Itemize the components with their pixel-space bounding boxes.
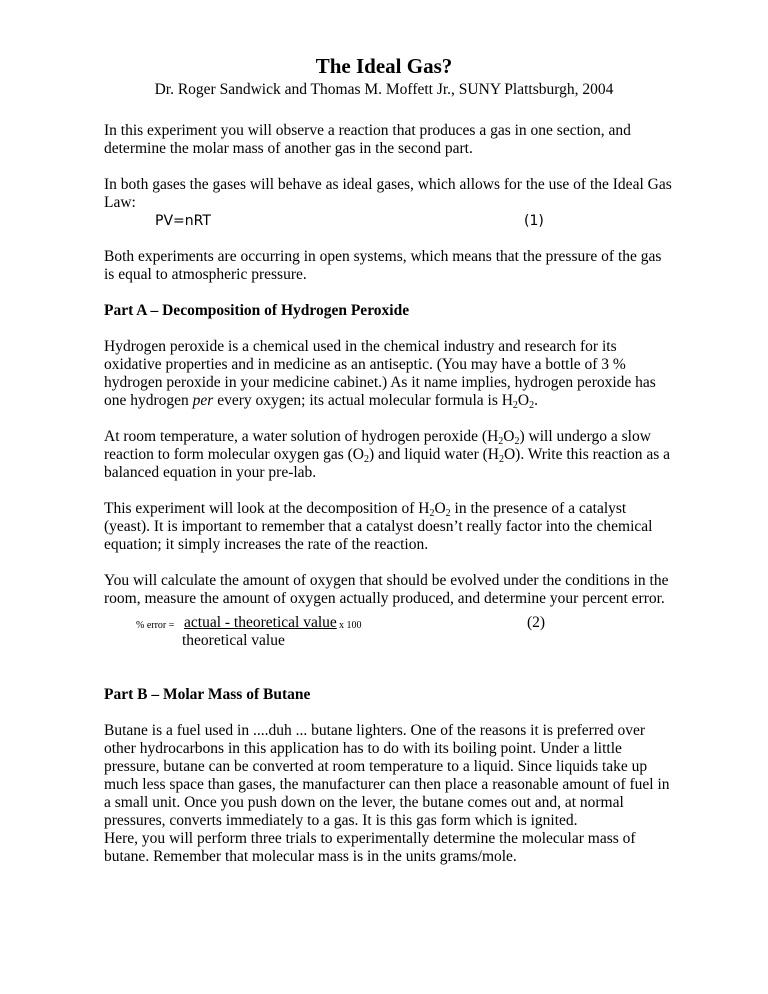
equation-2-number: (2) xyxy=(527,614,546,631)
subscript: 2 xyxy=(429,508,435,519)
part-a-paragraph-4: You will calculate the amount of oxygen that should be evolved under the conditions in the room, measure the amount of oxygen actually produced, and determine your percent error. xyxy=(104,572,669,607)
equation-1-number: (1) xyxy=(524,213,544,229)
subscript: 2 xyxy=(363,454,369,465)
subscript: 2 xyxy=(498,436,504,447)
part-b-heading: Part B – Molar Mass of Butane xyxy=(104,686,311,703)
part-a-p3-text-b: O xyxy=(434,500,446,517)
part-a-p2-text-b: O xyxy=(503,428,515,445)
subscript: 2 xyxy=(512,400,518,411)
subscript: 2 xyxy=(498,454,504,465)
part-b-paragraph-2: Here, you will perform three trials to experimentally determine the molecular mass of butane. Remember that molecular mass is in the units grams/mole. xyxy=(104,830,636,865)
part-a-paragraph-2 xyxy=(104,428,674,482)
document-title: The Ideal Gas? xyxy=(315,54,453,78)
part-a-p2-text-d: ) and liquid water (H xyxy=(368,446,499,463)
part-a-paragraph-1 xyxy=(104,338,674,410)
subscript: 2 xyxy=(445,508,451,519)
part-a-p2-text-a: At room temperature, a water solution of hydrogen peroxide (H xyxy=(104,428,499,445)
ideal-gas-equation: PV=nRT xyxy=(155,213,211,229)
part-a-paragraph-3 xyxy=(104,500,674,554)
intro-paragraph-1: In this experiment you will observe a reaction that produces a gas in one section, and determine the molar mass of another gas in the second part. xyxy=(104,122,631,157)
part-a-p1-emphasis: per xyxy=(192,392,214,409)
intro-paragraph-2: In both gases the gases will behave as ideal gases, which allows for the use of the Ideal Gas Law: xyxy=(104,176,672,211)
percent-error-numerator: actual - theoretical value xyxy=(184,614,337,631)
subscript: 2 xyxy=(529,400,535,411)
subscript: 2 xyxy=(514,436,520,447)
part-a-p2-text-c: ) will undergo a slow reaction to form molecular oxygen gas (O xyxy=(104,428,651,463)
part-a-p2-text-e: O). Write this reaction as a balanced equation in your pre-lab. xyxy=(104,446,671,481)
part-a-heading: Part A – Decomposition of Hydrogen Peroxide xyxy=(104,302,410,319)
percent-error-denominator: theoretical value xyxy=(182,632,285,649)
intro-paragraph-3: Both experiments are occurring in open systems, which means that the pressure of the gas is equal to atmospheric pressure. xyxy=(104,248,662,283)
part-a-p3-text-a: This experiment will look at the decomposition of H xyxy=(104,500,430,517)
part-a-p3-text-c: in the presence of a catalyst (yeast). It is important to remember that a catalyst doesn’t really factor into the chemical equation; it simply increases the rate of the reaction. xyxy=(104,500,653,553)
part-a-p1-text-b: every oxygen; its actual molecular formula is H xyxy=(213,392,513,409)
part-a-p1-text-d: . xyxy=(534,392,538,409)
document-authors: Dr. Roger Sandwick and Thomas M. Moffett Jr., SUNY Plattsburgh, 2004 xyxy=(154,81,614,98)
part-a-p1-text-a: Hydrogen peroxide is a chemical used in the chemical industry and research for its oxidative properties and in medicine as an antiseptic. (You may have a bottle of 3 % hydrogen peroxide in your medicine cabinet.) As it name implies, hydrogen peroxide has one hydrogen xyxy=(104,338,656,409)
part-b-paragraph-1: Butane is a fuel used in ....duh ... butane lighters. One of the reasons it is preferred over other hydrocarbons in this application has to do with its boiling point. Under a little pressure, butane can be converted at room temperature to a liquid. Since liquids take up much less space than gases, the manufacturer can then place a reasonable amount of fuel in a small unit. Once you push down on the lever, the butane comes out and, at normal pressures, converts immediately to a gas. It is this gas form which is ignited. xyxy=(104,722,670,829)
percent-error-prefix: % error = xyxy=(136,620,175,631)
percent-error-multiplier: x 100 xyxy=(339,620,362,631)
part-a-p1-text-c: O xyxy=(517,392,530,409)
